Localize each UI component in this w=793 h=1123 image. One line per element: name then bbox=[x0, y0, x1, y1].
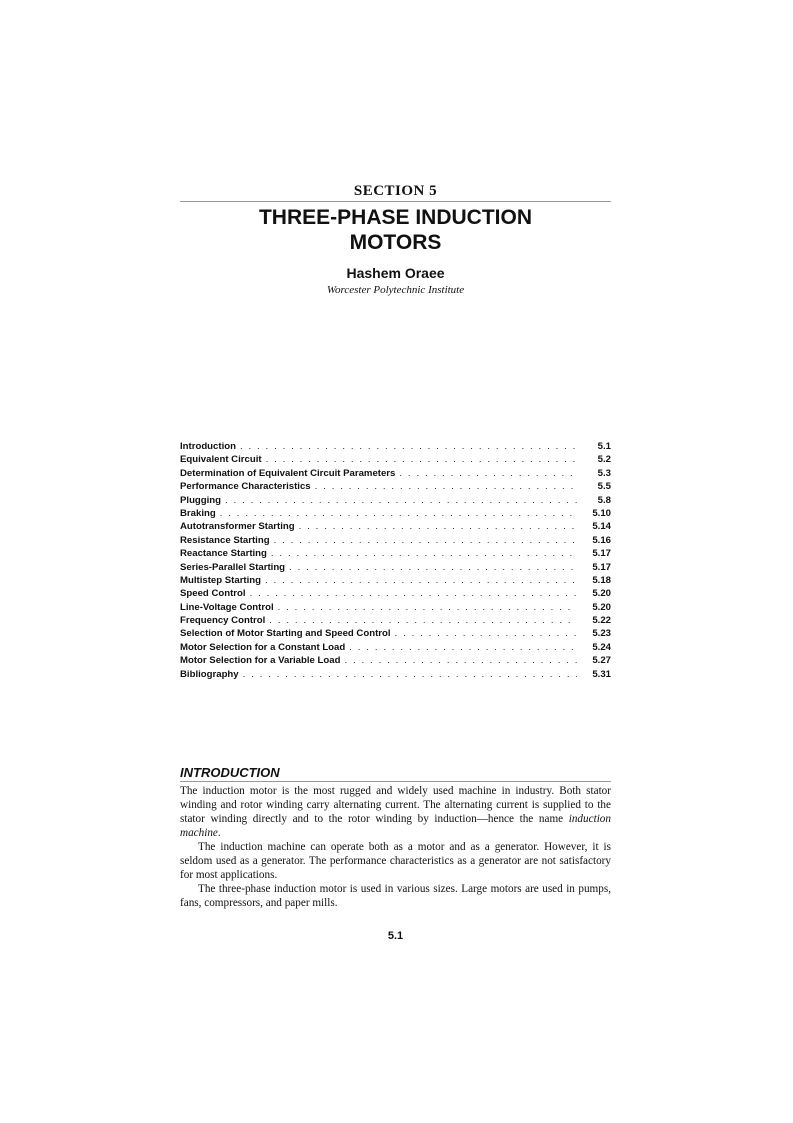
toc-entry bbox=[180, 562, 611, 575]
toc-entry-label: Bibliography bbox=[180, 668, 239, 680]
toc-entry-label: Series-Parallel Starting bbox=[180, 561, 286, 573]
toc-entry-page: 5.3 bbox=[597, 467, 611, 479]
toc-dot-leader bbox=[399, 468, 577, 479]
toc-entry-page: 5.1 bbox=[597, 441, 611, 452]
toc-dot-leader bbox=[225, 495, 577, 506]
toc-entry-page: 5.23 bbox=[592, 628, 611, 640]
toc-entry-page: 5.17 bbox=[592, 548, 611, 560]
toc-entry-label: Reactance Starting bbox=[180, 548, 267, 560]
toc-entry-label: Frequency Control bbox=[180, 615, 266, 627]
toc-entry bbox=[180, 468, 611, 481]
toc-entry-label: Braking bbox=[180, 507, 216, 519]
chapter-title bbox=[180, 205, 611, 255]
toc-entry-label: Performance Characteristics bbox=[180, 481, 311, 493]
toc-entry-label: Determination of Equivalent Circuit Parameters bbox=[180, 467, 396, 479]
toc-entry bbox=[180, 669, 611, 682]
toc-dot-leader bbox=[315, 481, 577, 492]
toc-entry bbox=[180, 521, 611, 534]
section-label: SECTION 5 bbox=[353, 183, 438, 199]
page-number: 5.1 bbox=[387, 930, 404, 942]
toc-entry-label: Multistep Starting bbox=[180, 574, 262, 586]
toc-entry bbox=[180, 602, 611, 615]
toc-dot-leader bbox=[395, 628, 577, 639]
toc-dot-leader bbox=[269, 615, 577, 626]
toc-dot-leader bbox=[243, 669, 577, 680]
chapter-title-line-2: MOTORS bbox=[349, 231, 442, 254]
toc-entry bbox=[180, 548, 611, 561]
toc-entry bbox=[180, 508, 611, 521]
toc-dot-leader bbox=[265, 575, 577, 586]
toc-entry bbox=[180, 441, 611, 454]
toc-entry bbox=[180, 535, 611, 548]
toc-entry-label: Autotransformer Starting bbox=[180, 521, 295, 533]
toc-entry-label: Selection of Motor Starting and Speed Control bbox=[180, 628, 391, 640]
toc-entry bbox=[180, 481, 611, 494]
section-heading: INTRODUCTION bbox=[180, 765, 280, 780]
toc-entry-label: Motor Selection for a Constant Load bbox=[180, 641, 346, 653]
toc-dot-leader bbox=[271, 548, 577, 559]
paragraph-3: The three-phase induction motor is used in various sizes. Large motors are used in pumps, fans, compressors, and paper mills. bbox=[180, 883, 611, 909]
toc-dot-leader bbox=[274, 535, 577, 546]
toc-dot-leader bbox=[278, 602, 577, 613]
toc-entry-page: 5.5 bbox=[597, 481, 611, 493]
toc-entry-label: Line-Voltage Control bbox=[180, 601, 274, 613]
toc-entry-label: Motor Selection for a Variable Load bbox=[180, 655, 341, 667]
toc-entry-page: 5.8 bbox=[597, 494, 611, 506]
paragraph-1 bbox=[180, 784, 611, 840]
author-affiliation: Worcester Polytechnic Institute bbox=[326, 284, 465, 296]
toc-dot-leader bbox=[349, 642, 577, 653]
toc-dot-leader bbox=[344, 655, 577, 666]
toc-entry bbox=[180, 655, 611, 668]
toc-dot-leader bbox=[289, 562, 577, 573]
paragraph-1-end: . bbox=[217, 827, 221, 839]
toc-dot-leader bbox=[266, 454, 577, 465]
toc-entry bbox=[180, 575, 611, 588]
toc-entry-page: 5.24 bbox=[592, 641, 611, 653]
toc-entry-page: 5.20 bbox=[592, 601, 611, 613]
toc-entry-label: Introduction bbox=[180, 441, 236, 452]
toc-entry-page: 5.17 bbox=[592, 561, 611, 573]
toc-entry-label: Plugging bbox=[180, 494, 222, 506]
heading-divider bbox=[180, 781, 611, 782]
toc-entry bbox=[180, 615, 611, 628]
section-divider bbox=[180, 201, 611, 202]
toc-entry-page: 5.18 bbox=[592, 574, 611, 586]
paragraph-2: The induction machine can operate both as a motor and as a generator. However, it is seldom used as a generator. The performance characteristics as a generator are not satisfactory for most applications. bbox=[180, 841, 611, 881]
toc-entry-page: 5.10 bbox=[592, 507, 611, 519]
toc-entry bbox=[180, 454, 611, 467]
toc-entry bbox=[180, 642, 611, 655]
toc-entry-label: Resistance Starting bbox=[180, 534, 270, 546]
toc-entry-page: 5.27 bbox=[592, 655, 611, 667]
paragraph-1-term: induction machine bbox=[180, 813, 611, 839]
toc-entry-page: 5.2 bbox=[597, 454, 611, 466]
toc-entry-label: Equivalent Circuit bbox=[180, 454, 262, 466]
toc-entry bbox=[180, 628, 611, 641]
toc-dot-leader bbox=[299, 521, 577, 532]
toc-dot-leader bbox=[250, 588, 577, 599]
toc-entry-page: 5.20 bbox=[592, 588, 611, 600]
author-name: Hashem Oraee bbox=[346, 265, 445, 281]
toc-entry-page: 5.14 bbox=[592, 521, 611, 533]
paragraph-1-text: The induction motor is the most rugged and widely used machine in industry. Both stator winding and rotor winding carry alternating current. The alternating current is supplied to the stator winding directly and to the rotor winding by induction—hence the name bbox=[180, 785, 611, 825]
toc-entry-page: 5.16 bbox=[592, 534, 611, 546]
table-of-contents bbox=[180, 441, 611, 682]
toc-entry-page: 5.22 bbox=[592, 615, 611, 627]
toc-entry bbox=[180, 495, 611, 508]
chapter-title-line-1: THREE-PHASE INDUCTION bbox=[258, 206, 532, 229]
toc-entry bbox=[180, 588, 611, 601]
introduction-body bbox=[180, 784, 611, 910]
toc-entry-label: Speed Control bbox=[180, 588, 246, 600]
toc-dot-leader bbox=[240, 441, 577, 452]
toc-entry-page: 5.31 bbox=[592, 668, 611, 680]
toc-dot-leader bbox=[220, 508, 577, 519]
